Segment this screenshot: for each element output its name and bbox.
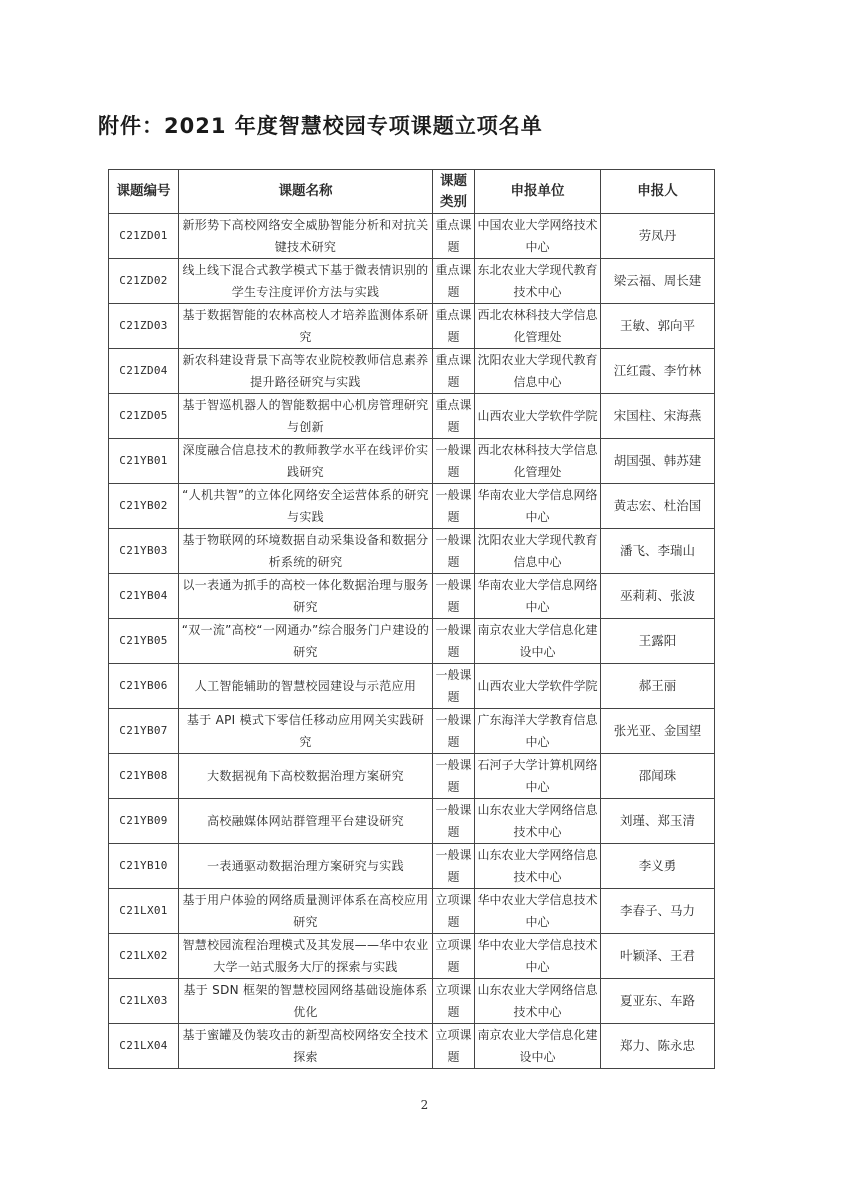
cell-name: 线上线下混合式教学模式下基于微表情识别的学生专注度评价方法与实践: [179, 259, 433, 304]
cell-applicant: 李义勇: [601, 844, 715, 889]
cell-type: 立项课题: [433, 979, 475, 1024]
cell-name: 智慧校园流程治理模式及其发展——华中农业大学一站式服务大厅的探索与实践: [179, 934, 433, 979]
table-row: [109, 574, 715, 619]
cell-unit: 西北农林科技大学信息化管理处: [475, 304, 601, 349]
cell-code: C21YB09: [109, 799, 179, 844]
cell-type: 一般课题: [433, 664, 475, 709]
cell-name: 人工智能辅助的智慧校园建设与示范应用: [179, 664, 433, 709]
cell-code: C21LX03: [109, 979, 179, 1024]
table-row: [109, 664, 715, 709]
header-unit: 申报单位: [475, 170, 601, 214]
table-row: [109, 844, 715, 889]
cell-unit: 山东农业大学网络信息技术中心: [475, 979, 601, 1024]
cell-unit: 山东农业大学网络信息技术中心: [475, 844, 601, 889]
cell-applicant: 郑力、陈永忠: [601, 1024, 715, 1069]
header-applicant: 申报人: [601, 170, 715, 214]
cell-unit: 西北农林科技大学信息化管理处: [475, 439, 601, 484]
table-row: [109, 889, 715, 934]
cell-name: 基于物联网的环境数据自动采集设备和数据分析系统的研究: [179, 529, 433, 574]
cell-applicant: 郝王丽: [601, 664, 715, 709]
cell-type: 一般课题: [433, 529, 475, 574]
cell-applicant: 江红霞、李竹林: [601, 349, 715, 394]
cell-applicant: 张光亚、金国望: [601, 709, 715, 754]
table-row: [109, 439, 715, 484]
cell-unit: 东北农业大学现代教育技术中心: [475, 259, 601, 304]
cell-code: C21ZD03: [109, 304, 179, 349]
table-row: [109, 304, 715, 349]
cell-code: C21YB07: [109, 709, 179, 754]
cell-type: 立项课题: [433, 889, 475, 934]
table-row: [109, 979, 715, 1024]
cell-name: 基于 API 模式下零信任移动应用网关实践研究: [179, 709, 433, 754]
cell-code: C21LX02: [109, 934, 179, 979]
cell-name: 深度融合信息技术的教师教学水平在线评价实践研究: [179, 439, 433, 484]
cell-unit: 山西农业大学软件学院: [475, 394, 601, 439]
table-row: [109, 799, 715, 844]
cell-applicant: 胡国强、韩苏建: [601, 439, 715, 484]
cell-name: 新形势下高校网络安全威胁智能分析和对抗关键技术研究: [179, 214, 433, 259]
cell-unit: 华南农业大学信息网络中心: [475, 574, 601, 619]
cell-applicant: 夏亚东、车路: [601, 979, 715, 1024]
cell-unit: 石河子大学计算机网络中心: [475, 754, 601, 799]
table-row: [109, 619, 715, 664]
cell-code: C21YB02: [109, 484, 179, 529]
cell-name: 基于蜜罐及伪装攻击的新型高校网络安全技术探索: [179, 1024, 433, 1069]
cell-code: C21YB08: [109, 754, 179, 799]
cell-unit: 华中农业大学信息技术中心: [475, 889, 601, 934]
table-row: [109, 349, 715, 394]
cell-code: C21YB10: [109, 844, 179, 889]
table-row: [109, 1024, 715, 1069]
cell-name: 高校融媒体网站群管理平台建设研究: [179, 799, 433, 844]
cell-type: 一般课题: [433, 754, 475, 799]
cell-name: “双一流”高校“一网通办”综合服务门户建设的研究: [179, 619, 433, 664]
table-row: [109, 214, 715, 259]
cell-unit: 中国农业大学网络技术中心: [475, 214, 601, 259]
cell-code: C21ZD02: [109, 259, 179, 304]
cell-name: 基于数据智能的农林高校人才培养监测体系研究: [179, 304, 433, 349]
cell-code: C21YB03: [109, 529, 179, 574]
cell-name: 新农科建设背景下高等农业院校教师信息素养提升路径研究与实践: [179, 349, 433, 394]
table-row: [109, 259, 715, 304]
table-header-row: [109, 170, 715, 214]
cell-unit: 山东农业大学网络信息技术中心: [475, 799, 601, 844]
table-row: [109, 529, 715, 574]
project-list-table: [108, 169, 715, 1069]
cell-code: C21ZD05: [109, 394, 179, 439]
cell-applicant: 宋国柱、宋海燕: [601, 394, 715, 439]
header-code: 课题编号: [109, 170, 179, 214]
cell-type: 一般课题: [433, 439, 475, 484]
header-type: 课题类别: [433, 170, 475, 214]
page-number: 2: [420, 1098, 429, 1112]
cell-type: 一般课题: [433, 844, 475, 889]
table-row: [109, 934, 715, 979]
cell-applicant: 邵闻珠: [601, 754, 715, 799]
cell-unit: 南京农业大学信息化建设中心: [475, 1024, 601, 1069]
cell-type: 重点课题: [433, 259, 475, 304]
cell-type: 重点课题: [433, 349, 475, 394]
table-row: [109, 394, 715, 439]
cell-applicant: 李春子、马力: [601, 889, 715, 934]
cell-applicant: 巫莉莉、张波: [601, 574, 715, 619]
cell-name: “人机共智”的立体化网络安全运营体系的研究与实践: [179, 484, 433, 529]
cell-unit: 华南农业大学信息网络中心: [475, 484, 601, 529]
cell-code: C21YB04: [109, 574, 179, 619]
table-row: [109, 484, 715, 529]
cell-unit: 沈阳农业大学现代教育信息中心: [475, 529, 601, 574]
cell-unit: 广东海洋大学教育信息中心: [475, 709, 601, 754]
cell-type: 重点课题: [433, 304, 475, 349]
cell-code: C21ZD01: [109, 214, 179, 259]
cell-unit: 沈阳农业大学现代教育信息中心: [475, 349, 601, 394]
cell-code: C21YB06: [109, 664, 179, 709]
cell-type: 立项课题: [433, 1024, 475, 1069]
cell-name: 基于 SDN 框架的智慧校园网络基础设施体系优化: [179, 979, 433, 1024]
cell-unit: 南京农业大学信息化建设中心: [475, 619, 601, 664]
cell-type: 一般课题: [433, 619, 475, 664]
cell-code: C21YB05: [109, 619, 179, 664]
cell-code: C21LX01: [109, 889, 179, 934]
cell-applicant: 黄志宏、杜治国: [601, 484, 715, 529]
cell-unit: 山西农业大学软件学院: [475, 664, 601, 709]
cell-code: C21LX04: [109, 1024, 179, 1069]
cell-applicant: 叶颖泽、王君: [601, 934, 715, 979]
cell-applicant: 潘飞、李瑞山: [601, 529, 715, 574]
cell-applicant: 刘瑾、郑玉清: [601, 799, 715, 844]
header-name: 课题名称: [179, 170, 433, 214]
cell-name: 大数据视角下高校数据治理方案研究: [179, 754, 433, 799]
cell-applicant: 王敏、郭向平: [601, 304, 715, 349]
cell-code: C21ZD04: [109, 349, 179, 394]
page-title: 附件：2021 年度智慧校园专项课题立项名单: [98, 114, 543, 138]
cell-code: C21YB01: [109, 439, 179, 484]
cell-type: 一般课题: [433, 799, 475, 844]
cell-applicant: 王露阳: [601, 619, 715, 664]
cell-applicant: 劳凤丹: [601, 214, 715, 259]
cell-unit: 华中农业大学信息技术中心: [475, 934, 601, 979]
cell-type: 重点课题: [433, 214, 475, 259]
cell-type: 一般课题: [433, 574, 475, 619]
cell-type: 重点课题: [433, 394, 475, 439]
cell-name: 基于智巡机器人的智能数据中心机房管理研究与创新: [179, 394, 433, 439]
cell-type: 立项课题: [433, 934, 475, 979]
cell-name: 以一表通为抓手的高校一体化数据治理与服务研究: [179, 574, 433, 619]
table-row: [109, 709, 715, 754]
cell-type: 一般课题: [433, 709, 475, 754]
cell-applicant: 梁云福、周长建: [601, 259, 715, 304]
cell-name: 基于用户体验的网络质量测评体系在高校应用研究: [179, 889, 433, 934]
table-row: [109, 754, 715, 799]
cell-name: 一表通驱动数据治理方案研究与实践: [179, 844, 433, 889]
cell-type: 一般课题: [433, 484, 475, 529]
